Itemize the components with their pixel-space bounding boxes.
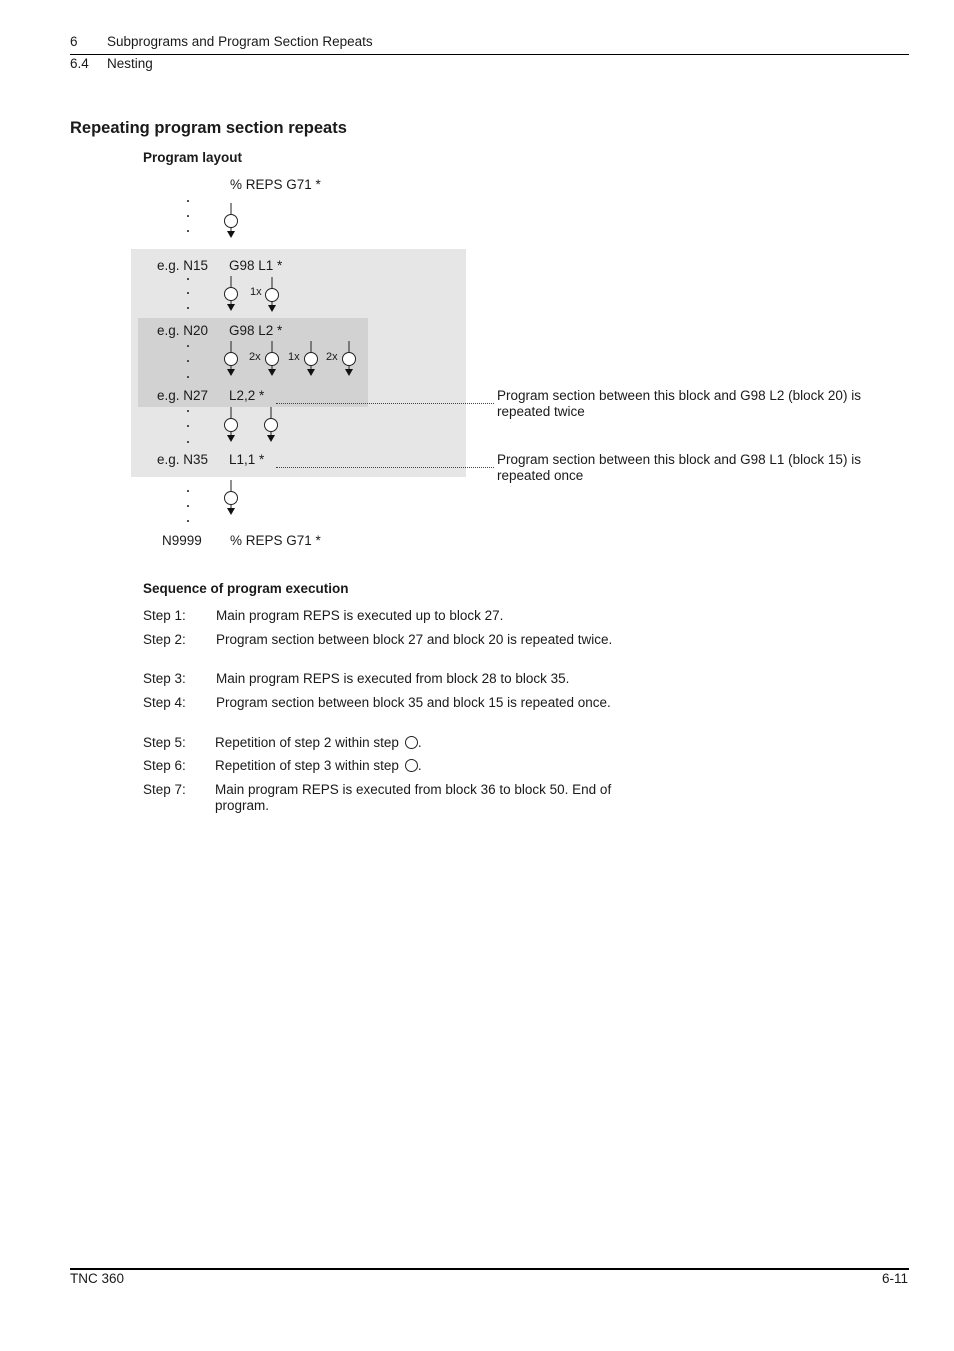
step-label: Step 7:	[143, 782, 186, 797]
program-layout-heading: Program layout	[143, 150, 243, 165]
row-label-n20: e.g. N20	[157, 323, 209, 338]
step-text: Main program REPS is executed from block 28 to block 35.	[216, 671, 570, 686]
step-label: Step 3:	[143, 671, 186, 686]
step-label: Step 2:	[143, 632, 186, 647]
chapter-number: 6	[70, 34, 78, 49]
step-text: Program section between block 27 and block 20 is repeated twice.	[216, 632, 613, 647]
program-layout-diagram	[0, 0, 954, 600]
row-note-n27: Program section between this block and G98 L2 (block 20) is repeated twice	[497, 388, 861, 419]
footer-left: TNC 360	[70, 1271, 125, 1286]
row-note-n35: Program section between this block and G98 L1 (block 15) is repeated once	[497, 452, 861, 483]
step-text: Repetition of step 2 within step .	[215, 735, 422, 750]
step-text: Main program REPS is executed from block 36 to block 50. End of program.	[215, 782, 612, 813]
row-code-n15: G98 L1 *	[229, 258, 283, 273]
footer-rule	[70, 1268, 909, 1270]
step-label: Step 1:	[143, 608, 186, 623]
repeat-mark-2x: 2x	[249, 351, 261, 363]
program-end-line: % REPS G71 *	[230, 533, 321, 548]
chapter-title: Subprograms and Program Section Repeats	[107, 34, 373, 49]
page-number: 6-11	[881, 1271, 908, 1286]
repeat-mark-2x-inner: 2x	[326, 351, 338, 363]
section-number: 6.4	[70, 56, 89, 71]
step-label: Step 6:	[143, 758, 186, 773]
circle-symbol-icon	[405, 759, 418, 772]
row-label-n15: e.g. N15	[157, 258, 209, 273]
step-text: Program section between block 35 and block 15 is repeated once.	[216, 695, 611, 710]
repeat-mark-1x-inner: 1x	[288, 351, 300, 363]
circle-symbol-icon	[405, 736, 418, 749]
end-label: N9999	[162, 533, 202, 548]
step-text: Repetition of step 3 within step .	[215, 758, 422, 773]
step-text: Main program REPS is executed up to block 27.	[216, 608, 504, 623]
row-label-n35: e.g. N35	[157, 452, 209, 467]
sequence-heading: Sequence of program execution	[143, 581, 349, 596]
flow-arrows	[0, 0, 954, 600]
step-label: Step 5:	[143, 735, 186, 750]
row-label-n27: e.g. N27	[157, 388, 209, 403]
step-label: Step 4:	[143, 695, 186, 710]
row-code-n35: L1,1 *	[229, 452, 265, 467]
row-code-n20: G98 L2 *	[229, 323, 283, 338]
program-start-line: % REPS G71 *	[230, 177, 321, 192]
row-code-n27: L2,2 *	[229, 388, 265, 403]
section-title: Nesting	[107, 56, 153, 71]
page-title: Repeating program section repeats	[70, 119, 347, 137]
repeat-mark-1x: 1x	[250, 286, 262, 298]
